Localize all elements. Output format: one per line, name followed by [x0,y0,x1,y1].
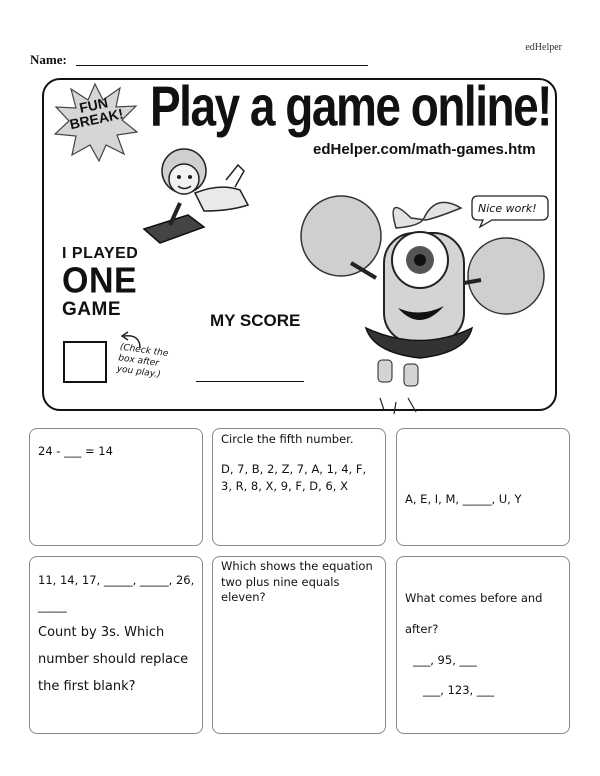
problem-question: What comes before and after? [405,591,543,636]
played-line-1: I PLAYED [62,245,139,262]
brand-label: edHelper [525,42,562,53]
problem-card [29,428,203,546]
my-score-label: MY SCORE [210,311,301,330]
problem-card [212,428,386,546]
problem-text: Which shows the equation two plus nine equals eleven? [221,559,373,605]
played-checkbox[interactable] [63,341,107,383]
played-line-3: GAME [62,299,121,320]
problem-card [29,556,203,734]
games-url[interactable]: edHelper.com/math-games.htm [313,141,536,158]
speech-bubble-text: Nice work! [478,202,537,215]
headline: Play a game online! [150,74,551,138]
letter-sequence: D, 7, B, 2, Z, 7, A, 1, 4, F, 3, R, 8, X, 9, F, D, 6, X [221,462,367,494]
problem-card [396,556,570,734]
answer-line: ___, 123, ___ [423,683,495,697]
problem-prompt: Circle the fifth number. [221,432,354,446]
problem-card [212,556,386,734]
problem-text: A, E, I, M, _____, U, Y [405,492,522,506]
name-label: Name: [30,52,67,67]
problem-card [396,428,570,546]
fun-break-label: FUN BREAK! [68,94,125,133]
check-note: (Check the box after you play.) [116,342,169,381]
problem-question: Count by 3s. Which number should replace the first blank? [38,625,189,694]
played-line-2: ONE [62,261,138,301]
kid-with-tablet-icon [140,145,260,250]
number-sequence: 11, 14, 17, _____, _____, 26, _____ [38,573,195,613]
score-line[interactable] [196,381,304,382]
answer-line: ___, 95, ___ [413,653,477,667]
problem-text: 24 - ___ = 14 [38,444,113,458]
played-one-game-label [62,246,138,319]
name-line[interactable] [76,65,368,66]
